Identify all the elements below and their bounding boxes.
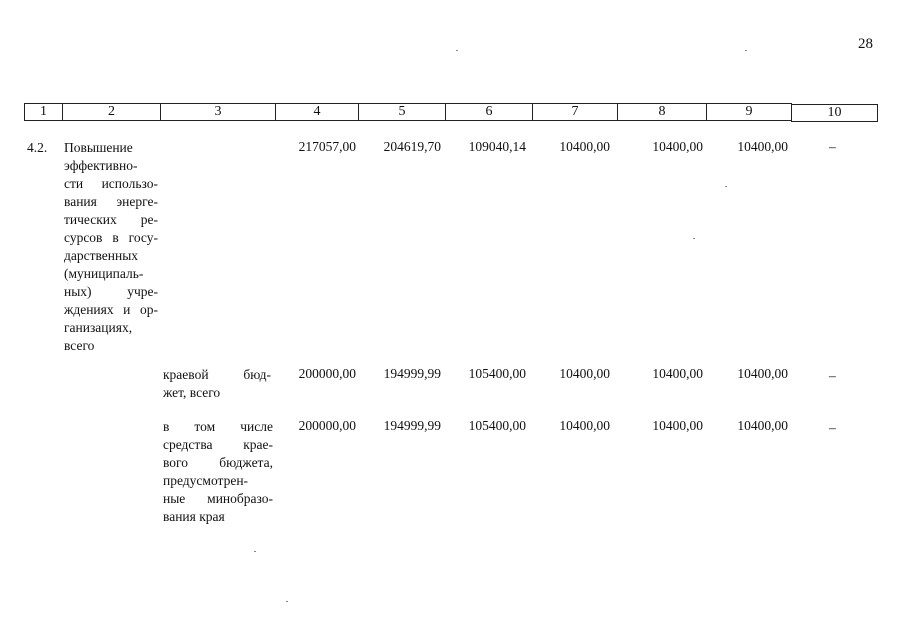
value-col-8: 10400,00 — [652, 139, 703, 154]
value-col-4: 217057,00 — [298, 139, 356, 154]
header-col-6: 6 — [445, 103, 533, 121]
source-line: вого бюджета, — [163, 455, 273, 470]
value-col-9: 10400,00 — [737, 366, 788, 381]
name-line: вания энерге- — [64, 194, 158, 209]
header-col-1: 1 — [24, 103, 63, 121]
row-source — [163, 418, 273, 526]
name-line: ганизациях, — [64, 320, 133, 335]
source-line: краевой бюд- — [163, 367, 271, 382]
value-col-5: 194999,99 — [383, 418, 441, 433]
value-col-10: – — [829, 368, 836, 383]
value-col-9: 10400,00 — [737, 139, 788, 154]
scan-speck — [745, 50, 747, 51]
name-line: всего — [64, 338, 95, 353]
header-col-4: 4 — [275, 103, 359, 121]
source-line: в том числе — [163, 419, 273, 434]
value-col-6: 109040,14 — [468, 139, 526, 154]
scan-speck — [286, 601, 288, 602]
name-line: ждениях и ор- — [64, 302, 158, 317]
value-col-4: 200000,00 — [298, 418, 356, 433]
table-header-row — [24, 103, 878, 121]
name-line: эффективно- — [64, 158, 138, 173]
value-col-7: 10400,00 — [559, 139, 610, 154]
row-name — [64, 139, 158, 355]
source-line: предусмотрен- — [163, 473, 249, 488]
value-col-5: 194999,99 — [383, 366, 441, 381]
value-col-7: 10400,00 — [559, 418, 610, 433]
value-col-4: 200000,00 — [298, 366, 356, 381]
header-col-10: 10 — [791, 104, 878, 122]
header-col-5: 5 — [358, 103, 446, 121]
scan-speck — [725, 186, 727, 187]
value-col-7: 10400,00 — [559, 366, 610, 381]
header-col-8: 8 — [617, 103, 707, 121]
header-col-2: 2 — [62, 103, 161, 121]
value-col-8: 10400,00 — [652, 418, 703, 433]
value-col-10: – — [829, 139, 836, 154]
value-col-6: 105400,00 — [468, 418, 526, 433]
name-line: тических ре- — [64, 212, 158, 227]
row-source — [163, 366, 271, 402]
source-line: жет, всего — [163, 385, 221, 400]
header-col-7: 7 — [532, 103, 618, 121]
name-line: Повышение — [64, 140, 133, 155]
header-col-3: 3 — [160, 103, 276, 121]
page-number: 28 — [858, 36, 873, 52]
value-col-6: 105400,00 — [468, 366, 526, 381]
source-line: средства крае- — [163, 437, 273, 452]
name-line: сурсов в госу- — [64, 230, 158, 245]
value-col-10: – — [829, 420, 836, 435]
name-line: сти использо- — [64, 176, 158, 191]
name-line: ных) учре- — [64, 284, 158, 299]
row-number: 4.2. — [27, 140, 48, 155]
name-line: (муниципаль- — [64, 266, 144, 281]
source-line: ные минобразо- — [163, 491, 273, 506]
scan-speck — [456, 50, 458, 51]
value-col-8: 10400,00 — [652, 366, 703, 381]
header-col-9: 9 — [706, 103, 792, 121]
scan-speck — [254, 551, 256, 552]
value-col-9: 10400,00 — [737, 418, 788, 433]
value-col-5: 204619,70 — [383, 139, 441, 154]
name-line: дарственных — [64, 248, 139, 263]
source-line: вания края — [163, 509, 225, 524]
scan-speck — [693, 238, 695, 239]
